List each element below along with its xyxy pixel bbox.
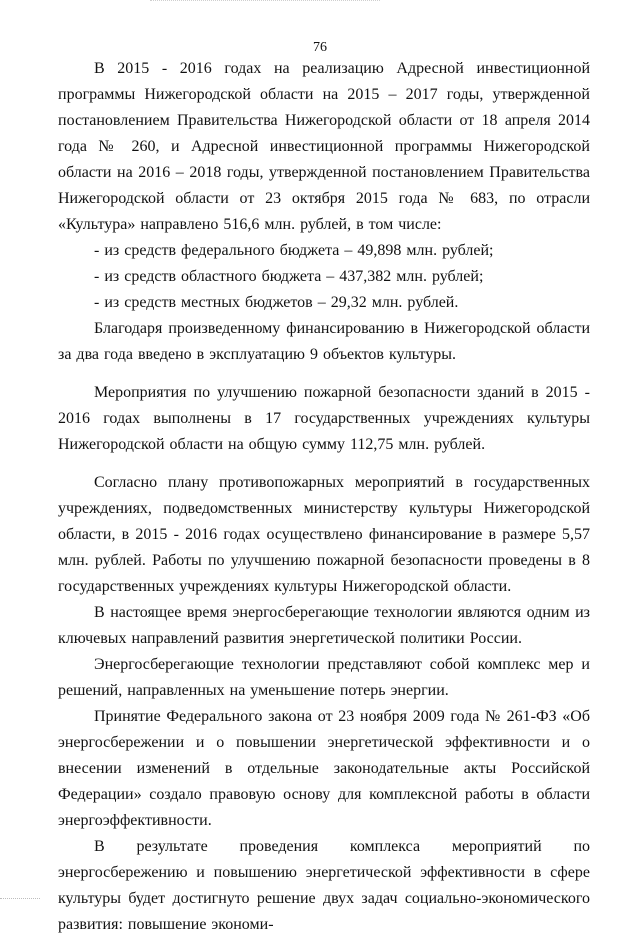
scan-artifact-bottom [0,898,40,901]
page-number: 76 [313,40,327,55]
paragraph-funding-intro: В 2015 - 2016 годах на реализацию Адресной инвестиционной программы Нижегородской области на 2015 – 2017 годы, утвержденной постановлением Правительства Нижегородской области от 18 апреля 2014 года № 260, и Адресной инвестиционной программы Нижегородской области на 2016 – 2018 годы, утвержденной постановлением Правительства Нижегородской области от 23 октября 2015 года № 683, по отрасли «Культура» направлено 516,6 млн. рублей, в том числе: [58,60,590,233]
paragraph-objects-commissioned: Благодаря произведенному финансированию в Нижегородской области за два года введено в эксплуатацию 9 объектов культуры. [58,320,590,363]
list-item-federal: - из средств федерального бюджета – 49,898 млн. рублей; [94,242,494,259]
paragraph-fire-plan: Согласно плану противопожарных мероприятий в государственных учреждениях, подведомственных министерству культуры Нижегородской области, в 2015 - 2016 годах осуществлено финансирование в размере 5,57 млн. рублей. Работы по улучшению пожарной безопасности проведены в 8 государственных учреждениях культуры Нижегородской области. [58,474,590,595]
paragraph-energy-definition: Энергосберегающие технологии представляют собой комплекс мер и решений, направленных на уменьшение потерь энергии. [58,656,590,699]
list-item-local: - из средств местных бюджетов – 29,32 млн. рублей. [94,294,459,311]
paragraph-energy-saving: В настоящее время энергосберегающие технологии являются одним из ключевых направлений развития энергетической политики России. [58,604,590,647]
scan-artifact-top [150,0,380,3]
paragraph-fire-safety: Мероприятия по улучшению пожарной безопасности зданий в 2015 - 2016 годах выполнены в 17 государственных учреждениях культуры Нижегородской области на общую сумму 112,75 млн. рублей. [58,384,590,453]
document-body [58,56,590,938]
paragraph-results: В результате проведения комплекса мероприятий по энергосбережению и повышению энергетической эффективности в сфере культуры будет достигнуто решение двух задач социально-экономического развития: повышение экономи- [58,838,590,933]
list-item-regional: - из средств областного бюджета – 437,382 млн. рублей; [94,268,484,285]
paragraph-federal-law: Принятие Федерального закона от 23 ноября 2009 года № 261-ФЗ «Об энергосбережении и о повышении энергетической эффективности и о внесении изменений в отдельные законодательные акты Российской Федерации» создало правовую основу для комплексной работы в области энергоэффективности. [58,708,590,829]
